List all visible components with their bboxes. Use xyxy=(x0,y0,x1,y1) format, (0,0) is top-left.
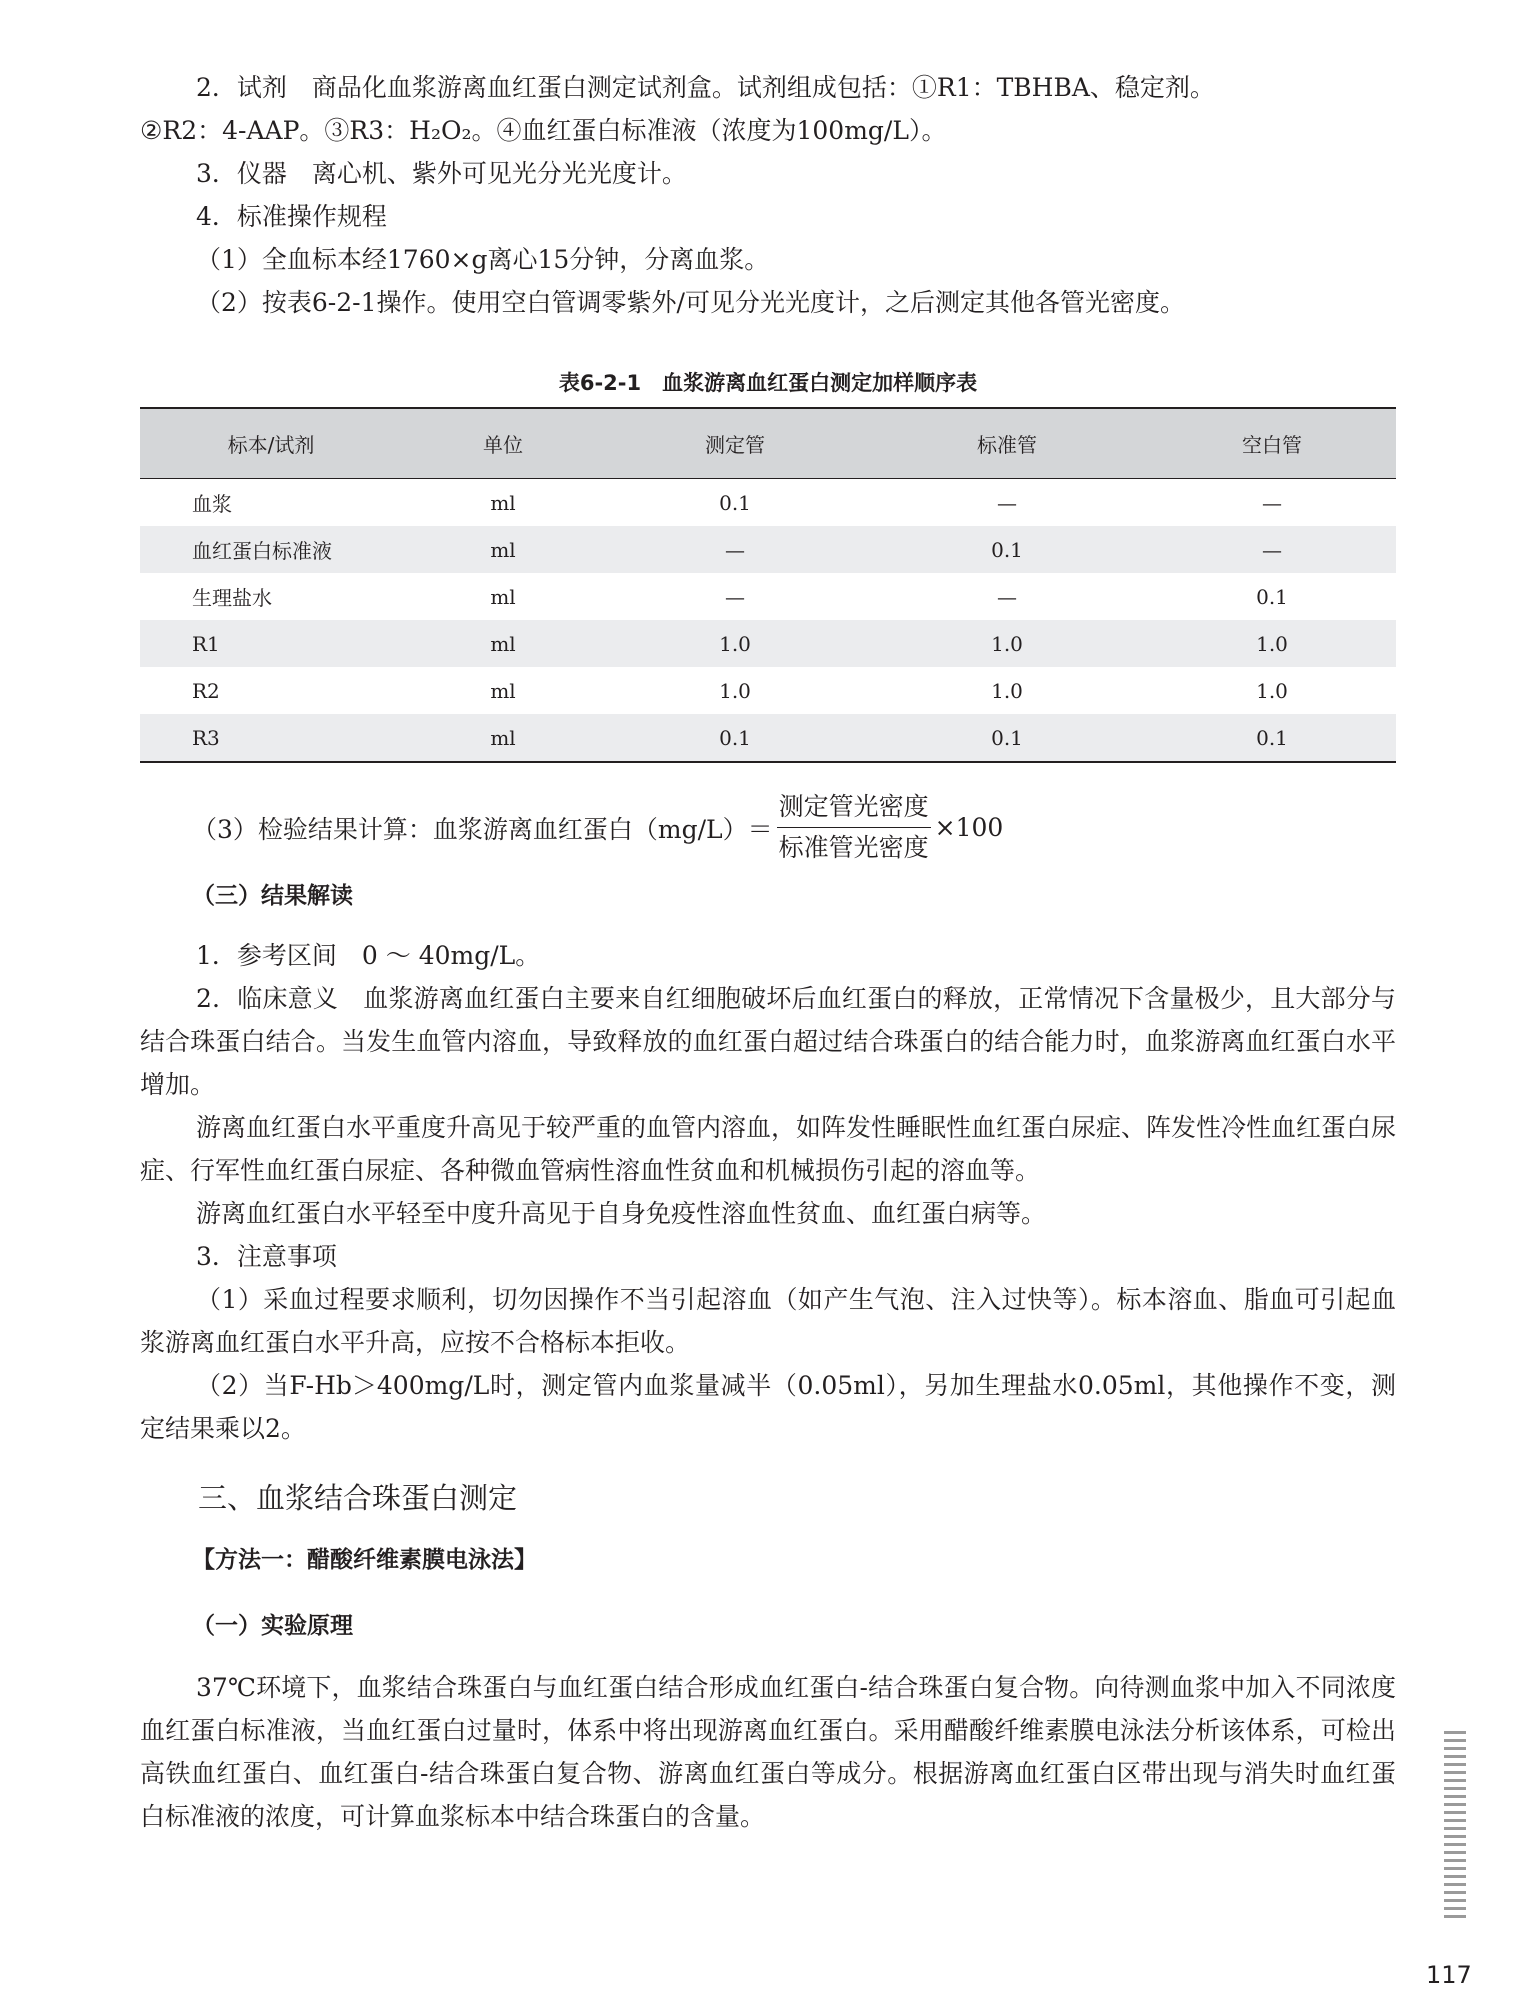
paragraph: 3．仪器 离心机、紫外可见光分光光度计。 xyxy=(196,159,687,188)
table-cell: R2 xyxy=(192,678,220,703)
sample-order-table xyxy=(140,407,1396,763)
page-edge-marker xyxy=(1444,1731,1466,1926)
paragraph: 37℃环境下，血浆结合珠蛋白与血红蛋白结合形成血红蛋白-结合珠蛋白复合物。向待测血浆中加入不同浓度血红蛋白标准液，当血红蛋白过量时，体系中将出现游离血红蛋白。采用醋酸纤维素膜电泳法分析该体系，可检出高铁血红蛋白、血红蛋白-结合珠蛋白复合物、游离血红蛋白等成分。根据游离血红蛋白区带出现与消失时血红蛋白标准液的浓度，可计算血浆标本中结合珠蛋白的含量。 xyxy=(140,1673,1396,1831)
paragraph: （1）采血过程要求顺利，切勿因操作不当引起溶血（如产生气泡、注入过快等）。标本溶血、脂血可引起血浆游离血红蛋白水平升高，应按不合格标本拒收。 xyxy=(140,1285,1396,1357)
table-cell: ml xyxy=(402,526,604,573)
table-cell: 1.0 xyxy=(604,620,866,667)
method-heading: 【方法一：醋酸纤维素膜电泳法】 xyxy=(192,1547,537,1573)
table-row xyxy=(140,573,1396,620)
paragraph: ②R2：4-AAP。③R3：H₂O₂。④血红蛋白标准液（浓度为100mg/L）。 xyxy=(140,116,947,145)
table-cell: 血红蛋白标准液 xyxy=(140,526,402,573)
table-cell: 1.0 xyxy=(1148,620,1396,667)
table-cell: 0.1 xyxy=(1256,584,1288,609)
table-cell: — xyxy=(1262,490,1282,515)
table-cell: 0.1 xyxy=(719,490,751,515)
paragraph: 游离血红蛋白水平轻至中度升高见于自身免疫性溶血性贫血、血红蛋白病等。 xyxy=(196,1199,1047,1228)
table-header-row xyxy=(140,408,1396,479)
result-interpretation-section xyxy=(140,876,1396,1450)
paragraph: （1）全血标本经1760×g离心15分钟，分离血浆。 xyxy=(196,245,770,274)
column-header: 单位 xyxy=(402,408,604,479)
table-row xyxy=(140,667,1396,714)
column-header: 标准管 xyxy=(866,408,1148,479)
table-cell: 血浆 xyxy=(192,492,232,516)
paragraph: 3．注意事项 xyxy=(196,1242,337,1271)
table-cell: ml xyxy=(490,584,516,609)
paragraph: 游离血红蛋白水平重度升高见于较严重的血管内溶血，如阵发性睡眠性血红蛋白尿症、阵发性冷性血红蛋白尿症、行军性血红蛋白尿症、各种微血管病性溶血性贫血和机械损伤引起的溶血等。 xyxy=(140,1113,1397,1185)
paragraph: （2）当F-Hb＞400mg/L时，测定管内血浆量减半（0.05ml），另加生理盐水0.05ml，其他操作不变，测定结果乘以2。 xyxy=(140,1371,1396,1443)
calculation-formula xyxy=(192,790,1003,865)
formula-suffix: ×100 xyxy=(934,813,1004,842)
table-cell: 1.0 xyxy=(719,678,751,703)
table-cell: ml xyxy=(490,490,516,515)
table-cell: R3 xyxy=(140,714,402,762)
table-row xyxy=(140,526,1396,573)
page-number: 117 xyxy=(1426,1961,1472,1989)
paragraph: 4．标准操作规程 xyxy=(196,202,387,231)
principle-section xyxy=(140,1666,1396,1838)
table-cell: 0.1 xyxy=(1148,714,1396,762)
table-caption: 表6-2-1 血浆游离血红蛋白测定加样顺序表 xyxy=(558,371,978,395)
table-row xyxy=(140,479,1396,527)
table-cell: 1.0 xyxy=(1256,678,1288,703)
table-cell: — xyxy=(604,526,866,573)
paragraph: （2）按表6-2-1操作。使用空白管调零紫外/可见分光光度计，之后测定其他各管光密度。 xyxy=(196,288,1185,317)
paragraph: 2．临床意义 血浆游离血红蛋白主要来自红细胞破坏后血红蛋白的释放，正常情况下含量极少，且大部分与结合珠蛋白结合。当发生血管内溶血，导致释放的血红蛋白超过结合珠蛋白的结合能力时，血浆游离血红蛋白水平增加。 xyxy=(140,984,1396,1099)
column-header: 标本/试剂 xyxy=(140,408,402,479)
table-cell: ml xyxy=(402,620,604,667)
table-cell: 1.0 xyxy=(866,620,1148,667)
formula-numerator: 测定管光密度 xyxy=(777,790,931,828)
table-cell: ml xyxy=(402,714,604,762)
table-cell: 0.1 xyxy=(866,714,1148,762)
table-cell: — xyxy=(997,490,1017,515)
table-cell: 1.0 xyxy=(991,678,1023,703)
paragraph: 1．参考区间 0 ～ 40mg/L。 xyxy=(196,941,541,970)
column-header: 空白管 xyxy=(1148,408,1396,479)
table-row xyxy=(140,714,1396,762)
table-cell: 0.1 xyxy=(866,526,1148,573)
formula-fraction xyxy=(777,790,931,865)
table-cell: R1 xyxy=(140,620,402,667)
reagent-section xyxy=(140,66,1396,324)
column-header: 测定管 xyxy=(604,408,866,479)
table-cell: 0.1 xyxy=(604,714,866,762)
table-row xyxy=(140,620,1396,667)
table-cell: — xyxy=(997,584,1017,609)
formula-denominator: 标准管光密度 xyxy=(778,833,929,862)
table-cell: — xyxy=(725,584,745,609)
principle-heading: （一）实验原理 xyxy=(192,1613,353,1639)
table-cell: — xyxy=(1148,526,1396,573)
table-cell: 生理盐水 xyxy=(192,586,272,610)
section-heading: （三）结果解读 xyxy=(192,883,353,909)
formula-prefix: （3）检验结果计算：血浆游离血红蛋白（mg/L）＝ xyxy=(192,814,773,844)
paragraph: 2．试剂 商品化血浆游离血红蛋白测定试剂盒。试剂组成包括：①R1：TBHBA、稳定剂。 xyxy=(196,73,1215,102)
section-title: 三、血浆结合珠蛋白测定 xyxy=(198,1481,518,1515)
table-cell: ml xyxy=(490,678,516,703)
